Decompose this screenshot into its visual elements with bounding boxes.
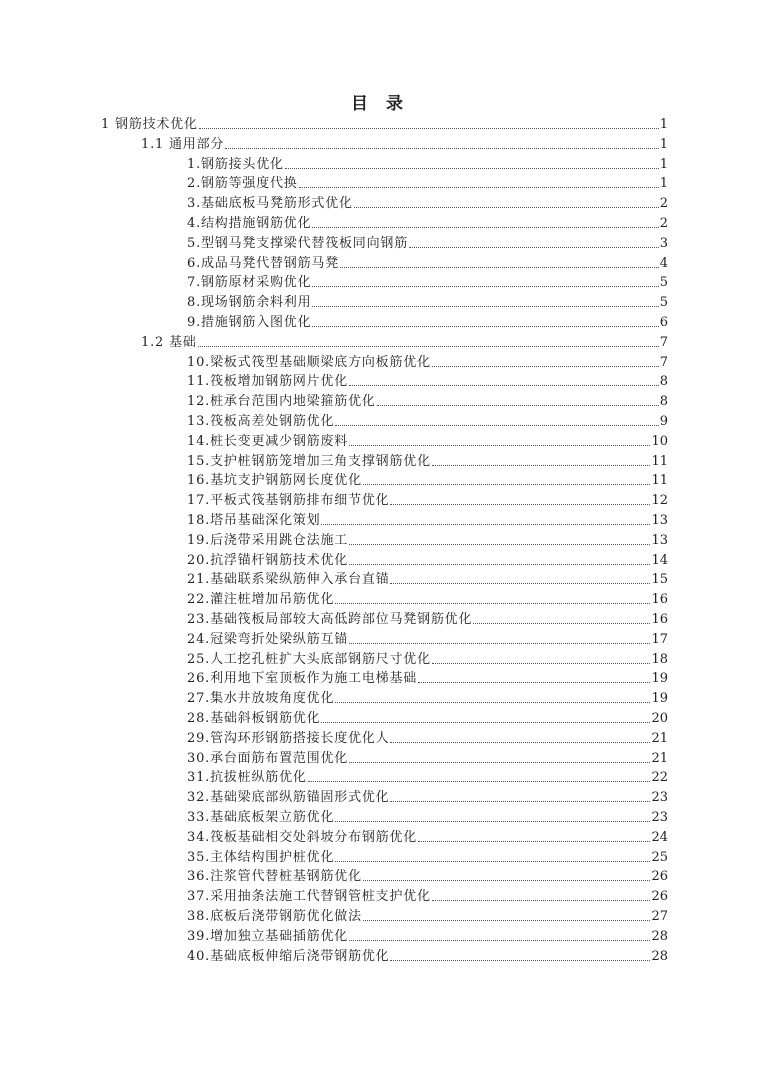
toc-entry-page-number: 2 [659, 216, 668, 231]
toc-entry[interactable] [187, 907, 668, 926]
toc-entry-page-number: 21 [651, 750, 668, 766]
toc-entry-label: 1.2 基础 [141, 334, 197, 350]
toc-entry-page-number: 18 [651, 651, 668, 667]
toc-entry-page-number: 28 [651, 928, 668, 944]
toc-entry-label: 4.结构措施钢筋优化 [187, 216, 312, 231]
toc-entry-label: 32.基础梁底部纵筋锚固形式优化 [187, 790, 390, 806]
toc-entry-label: 8.现场钢筋余料利用 [187, 295, 312, 311]
toc-entry-label: 18.塔吊基础深化策划 [187, 513, 321, 528]
toc-entry[interactable] [187, 293, 668, 312]
toc-entry[interactable] [187, 630, 668, 649]
toc-entry[interactable] [187, 511, 668, 530]
toc-title: 目 录 [351, 94, 409, 114]
toc-entry-page-number: 10 [651, 433, 668, 449]
toc-dot-leader [299, 187, 659, 188]
toc-entry-page-number: 27 [651, 909, 668, 924]
toc-entry-label: 14.桩长变更减少钢筋废料 [187, 433, 349, 449]
toc-entry-page-number: 11 [651, 473, 668, 489]
toc-entry[interactable] [187, 808, 668, 827]
toc-entry-page-number: 9 [659, 414, 668, 429]
toc-dot-leader [321, 524, 650, 525]
toc-entry[interactable] [187, 729, 668, 748]
toc-entry-page-number: 14 [651, 552, 668, 568]
toc-entry-page-number: 24 [651, 829, 668, 845]
toc-entry[interactable] [187, 491, 668, 510]
toc-entry-page-number: 13 [651, 513, 668, 528]
toc-entry[interactable] [187, 254, 668, 273]
toc-dot-leader [335, 702, 650, 703]
toc-entry-page-number: 26 [651, 889, 668, 905]
toc-entry-label: 40.基础底板伸缩后浇带钢筋优化 [187, 948, 390, 964]
toc-entry-page-number: 22 [651, 770, 668, 786]
toc-entry-label: 36.注浆管代替桩基钢筋优化 [187, 869, 362, 885]
toc-entry-page-number: 5 [659, 295, 668, 311]
toc-entry-label: 27.集水井放坡角度优化 [187, 691, 335, 707]
toc-entry[interactable] [187, 313, 668, 332]
toc-entry-label: 22.灌注桩增加吊筋优化 [187, 592, 335, 608]
toc-entry[interactable] [187, 867, 668, 886]
toc-dot-leader [285, 168, 659, 169]
toc-dot-leader [418, 841, 650, 842]
toc-entry[interactable] [187, 155, 668, 174]
toc-entry[interactable] [187, 551, 668, 570]
toc-dot-leader [473, 623, 650, 624]
toc-entry[interactable] [187, 452, 668, 471]
toc-entry-page-number: 7 [659, 354, 668, 370]
toc-entry-label: 23.基础筏板局部较大高低跨部位马凳钢筋优化 [187, 612, 473, 627]
toc-dot-leader [363, 920, 651, 921]
toc-entry-page-number: 1 [659, 176, 668, 192]
toc-dot-leader [432, 900, 651, 901]
toc-entry-page-number: 23 [651, 790, 668, 806]
toc-dot-leader [312, 306, 658, 307]
toc-entry-label: 28.基础斜板钢筋优化 [187, 711, 321, 726]
toc-dot-leader [349, 762, 650, 763]
toc-entry[interactable] [187, 432, 668, 451]
toc-entry-label: 30.承台面筋布置范围优化 [187, 750, 349, 766]
toc-entry-label: 29.管沟环形钢筋搭接长度优化人 [187, 730, 390, 746]
toc-dot-leader [349, 385, 659, 386]
toc-entry-page-number: 16 [651, 592, 668, 608]
toc-entry[interactable] [187, 392, 668, 411]
toc-entry-page-number: 4 [659, 255, 668, 271]
toc-entry[interactable] [187, 412, 668, 431]
toc-entry-label: 24.冠梁弯折处梁纵筋互锚 [187, 631, 349, 647]
toc-dot-leader [390, 801, 650, 802]
toc-entry-label: 31.抗拔桩纵筋优化 [187, 770, 307, 786]
toc-entry[interactable] [141, 135, 668, 154]
toc-entry[interactable] [187, 788, 668, 807]
toc-dot-leader [349, 445, 650, 446]
toc-dot-leader [349, 544, 650, 545]
toc-entry-label: 17.平板式筏基钢筋排布细节优化 [187, 493, 390, 509]
toc-entry-label: 20.抗浮锚杆钢筋技术优化 [187, 552, 349, 568]
toc-entry-label: 16.基坑支护钢筋网长度优化 [187, 473, 362, 489]
toc-entry-label: 33.基础底板架立筋优化 [187, 810, 335, 825]
toc-entry-label: 19.后浇带采用跳仓法施工 [187, 532, 349, 548]
toc-entry-label: 2.钢筋等强度代换 [187, 176, 298, 192]
toc-entry-page-number: 21 [651, 730, 668, 746]
toc-entry[interactable] [187, 887, 668, 906]
toc-dot-leader [335, 821, 650, 822]
toc-entry-label: 11.筏板增加钢筋网片优化 [187, 374, 349, 390]
toc-entry[interactable] [187, 947, 668, 966]
toc-entry[interactable] [187, 214, 668, 233]
toc-entry-page-number: 1 [659, 136, 668, 152]
toc-dot-leader [390, 960, 650, 961]
toc-entry-label: 25.人工挖孔桩扩大头底部钢筋尺寸优化 [187, 651, 431, 667]
toc-dot-leader [377, 405, 659, 406]
toc-entry-page-number: 6 [659, 315, 668, 330]
toc-entry[interactable] [187, 828, 668, 847]
toc-dot-leader [349, 564, 650, 565]
toc-entry-label: 6.成品马凳代替钢筋马凳 [187, 255, 340, 271]
toc-entry[interactable] [187, 174, 668, 193]
toc-entry[interactable] [187, 194, 668, 213]
toc-entry-page-number: 8 [659, 374, 668, 390]
toc-entry-label: 3.基础底板马凳筋形式优化 [187, 196, 353, 212]
toc-dot-leader [198, 346, 659, 347]
toc-entry-label: 12.桩承台范围内地梁箍筋优化 [187, 394, 376, 410]
toc-dot-leader [349, 940, 650, 941]
toc-dot-leader [312, 286, 658, 287]
toc-entry[interactable] [187, 689, 668, 708]
toc-entry[interactable] [187, 768, 668, 787]
toc-dot-leader [335, 861, 650, 862]
toc-entry[interactable] [187, 848, 668, 867]
toc-entry[interactable] [187, 590, 668, 609]
toc-dot-leader [312, 326, 658, 327]
toc-entry-label: 13.筏板高差处钢筋优化 [187, 414, 335, 429]
toc-entry[interactable] [187, 709, 668, 728]
toc-entry-page-number: 15 [651, 572, 668, 588]
toc-dot-leader [335, 603, 650, 604]
toc-entry-label: 26.利用地下室顶板作为施工电梯基础 [187, 671, 418, 687]
toc-entry-page-number: 28 [651, 948, 668, 964]
toc-entry[interactable] [187, 749, 668, 768]
toc-entry-label: 37.采用抽条法施工代替钢管桩支护优化 [187, 889, 431, 905]
toc-dot-leader [308, 781, 651, 782]
toc-entry-page-number: 12 [651, 493, 668, 509]
toc-dot-leader [312, 227, 658, 228]
toc-entry[interactable] [187, 610, 668, 629]
toc-dot-leader [432, 366, 659, 367]
toc-entry-page-number: 16 [651, 612, 668, 627]
toc-entry-page-number: 25 [651, 849, 668, 865]
toc-entry-page-number: 5 [659, 275, 668, 291]
toc-entry-label: 15.支护桩钢筋笼增加三角支撑钢筋优化 [187, 453, 431, 469]
toc-dot-leader [335, 425, 658, 426]
toc-dot-leader [349, 643, 650, 644]
toc-dot-leader [363, 880, 651, 881]
toc-entry-page-number: 7 [659, 334, 668, 350]
toc-dot-leader [409, 247, 659, 248]
toc-entry-page-number: 17 [651, 631, 668, 647]
toc-entry-label: 34.筏板基础相交处斜坡分布钢筋优化 [187, 829, 418, 845]
toc-entry-page-number: 1 [659, 156, 668, 172]
toc-dot-leader [390, 504, 650, 505]
toc-entry-label: 21.基础联系梁纵筋伸入承台直锚 [187, 572, 390, 588]
toc-entry-page-number: 19 [651, 671, 668, 687]
toc-entry-page-number: 23 [651, 810, 668, 825]
toc-entry-page-number: 20 [651, 711, 668, 726]
toc-entry[interactable] [187, 234, 668, 253]
toc-dot-leader [432, 663, 651, 664]
toc-dot-leader [418, 682, 650, 683]
toc-entry-label: 7.钢筋原材采购优化 [187, 275, 312, 291]
toc-dot-leader [199, 128, 659, 129]
toc-entry-label: 1.钢筋接头优化 [187, 156, 284, 172]
toc-entry[interactable] [187, 273, 668, 292]
toc-entry-label: 5.型钢马凳支撑梁代替筏板同向钢筋 [187, 235, 409, 251]
toc-entry[interactable] [187, 353, 668, 372]
toc-entry[interactable] [187, 650, 668, 669]
toc-entry-label: 38.底板后浇带钢筋优化做法 [187, 909, 362, 924]
toc-dot-leader [390, 583, 650, 584]
toc-entry[interactable] [141, 333, 668, 352]
toc-entry[interactable] [187, 927, 668, 946]
toc-entry[interactable] [187, 372, 668, 391]
toc-entry[interactable] [101, 115, 668, 134]
toc-entry-label: 9.措施钢筋入图优化 [187, 315, 312, 330]
toc-entry-page-number: 3 [659, 235, 668, 251]
toc-entry[interactable] [187, 570, 668, 589]
toc-dot-leader [321, 722, 650, 723]
toc-entry-page-number: 8 [659, 394, 668, 410]
toc-entry[interactable] [187, 531, 668, 550]
toc-entry-page-number: 13 [651, 532, 668, 548]
toc-dot-leader [363, 484, 651, 485]
toc-entry-label: 35.主体结构围护桩优化 [187, 849, 335, 865]
toc-dot-leader [340, 267, 659, 268]
toc-entry-page-number: 1 [659, 117, 668, 132]
toc-entry-page-number: 26 [651, 869, 668, 885]
toc-entry[interactable] [187, 471, 668, 490]
toc-dot-leader [354, 207, 659, 208]
toc-dot-leader [390, 742, 650, 743]
toc-entry[interactable] [187, 669, 668, 688]
toc-entry-label: 1 钢筋技术优化 [101, 117, 198, 132]
toc-entry-label: 39.增加独立基础插筋优化 [187, 928, 349, 944]
toc-entry-label: 1.1 通用部分 [141, 136, 225, 152]
toc-entry-label: 10.梁板式筏型基础顺梁底方向板筋优化 [187, 354, 431, 370]
toc-dot-leader [432, 465, 651, 466]
toc-entry-page-number: 2 [659, 196, 668, 212]
toc-dot-leader [225, 148, 659, 149]
toc-entry-page-number: 19 [651, 691, 668, 707]
toc-entry-page-number: 11 [651, 453, 668, 469]
